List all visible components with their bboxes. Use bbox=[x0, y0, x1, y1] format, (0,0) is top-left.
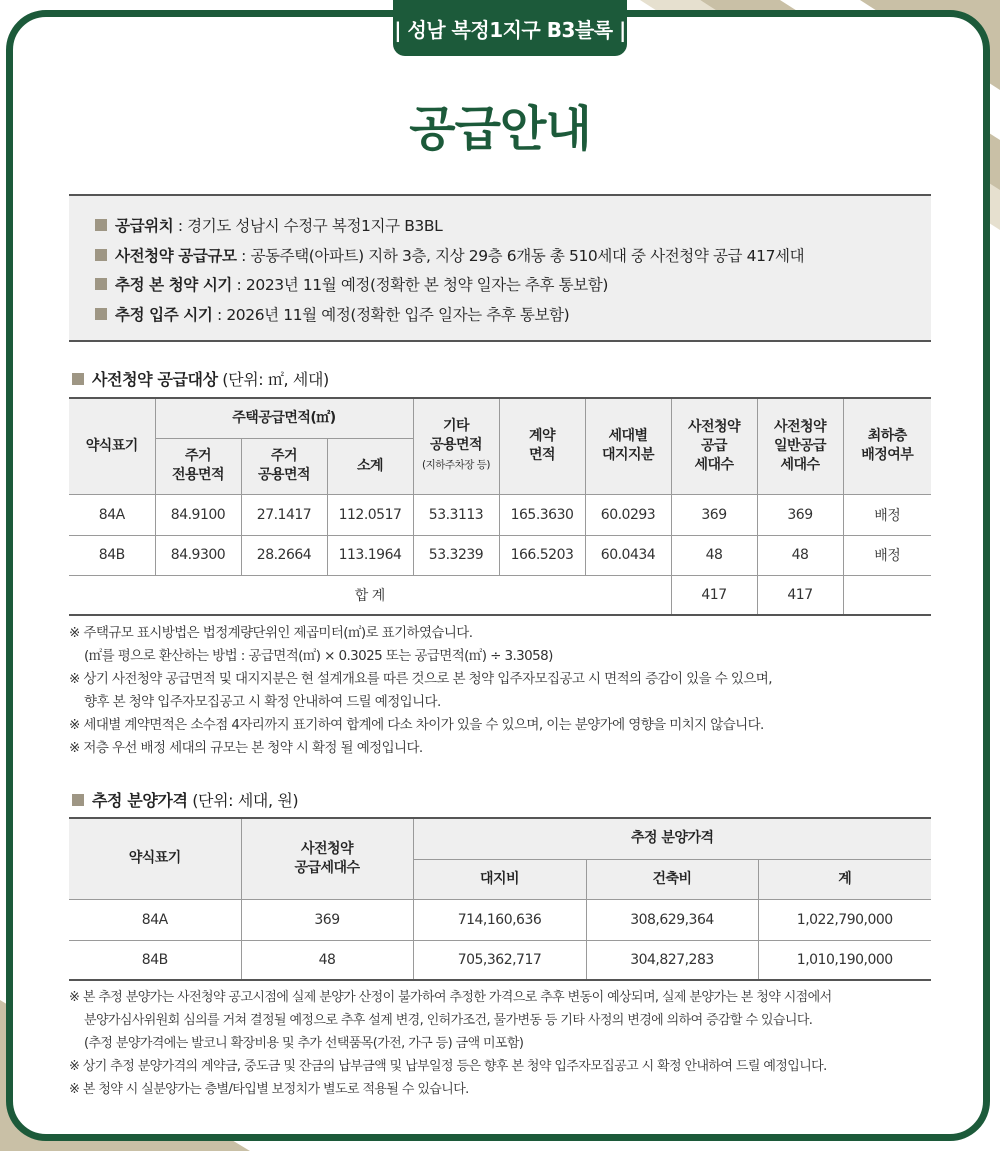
header-area-group: 주택공급면적(㎡) bbox=[155, 398, 413, 438]
header-supply-count: 사전청약 공급세대수 bbox=[241, 818, 413, 899]
supply-notes: ※ 주택규모 표시방법은 법정계량단위인 제곱미터(㎡)로 표기하였습니다. (㎡를 평으로 환산하는 방법 : 공급면적(㎡) × 0.3025 또는 공급면적(㎡) ÷ 3.3058) ※ 상기 사전청약 공급면적 및 대지지분은 현 설계개요를 따른 것으로 본 청약 입주자모집공고 시 면적의 증감이 있을 수 있으며, 향후 본 청약 입주자모집공고 시 확정 안내하여 드릴 예정입니다. ※ 세대별 계약면적은 소수점 4자리까지 표기하여 합계에 다소 차이가 있을 수 있으며, 이는 분양가에 영향을 미치지 않습니다. ※ 저층 우선 배정 세대의 규모는 본 청약 시 확정 될 예정입니다. bbox=[69, 625, 772, 756]
page-title: 공급안내 bbox=[409, 101, 591, 157]
table-row: 84B 84.9300 28.2664 113.1964 53.3239 166.5203 60.0434 48 48 배정 bbox=[69, 535, 931, 575]
header-exclusive-area: 주거 전용면적 bbox=[155, 438, 241, 494]
info-move-in-date: 추정 입주 시기 : 2026년 11월 예정(정확한 입주 일자는 추후 통보함) bbox=[95, 301, 931, 331]
bullet-square-icon bbox=[95, 219, 107, 231]
table-row: 84A 84.9100 27.1417 112.0517 53.3113 165.3630 60.0293 369 369 배정 bbox=[69, 494, 931, 535]
header-type: 약식표기 bbox=[69, 818, 241, 899]
table-row: 84A 369 714,160,636 308,629,364 1,022,790,000 bbox=[69, 899, 931, 940]
header-other-common: 기타 공용면적 (지하주차장 등) bbox=[413, 398, 499, 494]
price-notes: ※ 본 추정 분양가는 사전청약 공고시점에 실제 분양가 산정이 불가하여 추정한 가격으로 추후 변동이 예상되며, 실제 분양가는 본 청약 시점에서 분양가심사위원회 심의를 거쳐 결정될 예정으로 추후 설계 변경, 인허가조건, 물가변동 등 기타 사정의 변경에 의하여 증감할 수 있습니다. (추정 분양가격에는 발코니 확장비용 및 추가 선택품목(가전, 가구 등) 금액 미포함) ※ 상기 추정 분양가격의 계약금, 중도금 및 잔금의 납부금액 및 납부일정 등은 향후 본 청약 입주자모집공고 시 확정 안내하여 드릴 예정입니다. ※ 본 청약 시 실분양가는 층별/타입별 보정치가 별도로 적용될 수 있습니다. bbox=[69, 990, 832, 1097]
header-common-area: 주거 공용면적 bbox=[241, 438, 327, 494]
supply-target-table bbox=[69, 397, 931, 616]
header-lowest-floor: 최하층 배정여부 bbox=[843, 398, 931, 494]
info-subscription-date: 추정 본 청약 시기 : 2023년 11월 예정(정확한 본 청약 일자는 추후 통보함) bbox=[95, 271, 931, 301]
total-general: 417 bbox=[757, 575, 843, 615]
total-supply: 417 bbox=[671, 575, 757, 615]
total-label: 합 계 bbox=[69, 575, 671, 615]
header-total: 계 bbox=[758, 859, 931, 899]
header-price-group: 추정 분양가격 bbox=[413, 818, 931, 859]
header-subtotal: 소계 bbox=[327, 438, 413, 494]
estimated-price-table bbox=[69, 817, 931, 981]
header-pre-supply: 사전청약 공급 세대수 bbox=[671, 398, 757, 494]
complex-tab-label: | 성남 복정1지구 B3블록 | bbox=[393, 0, 627, 56]
header-contract-area: 계약 면적 bbox=[499, 398, 585, 494]
bullet-square-icon bbox=[95, 249, 107, 261]
header-type: 약식표기 bbox=[69, 398, 155, 494]
bullet-square-icon bbox=[95, 278, 107, 290]
header-pre-general: 사전청약 일반공급 세대수 bbox=[757, 398, 843, 494]
section-title-estimated-price: 추정 분양가격 (단위: 세대, 원) bbox=[72, 788, 298, 811]
section-title-supply-target: 사전청약 공급대상 (단위: ㎡, 세대) bbox=[72, 367, 329, 390]
supply-info-box bbox=[69, 194, 931, 342]
header-land-cost: 대지비 bbox=[413, 859, 586, 899]
info-scale: 사전청약 공급규모 : 공동주택(아파트) 지하 3층, 지상 29층 6개동 총 510세대 중 사전청약 공급 417세대 bbox=[95, 242, 931, 272]
header-land-share: 세대별 대지지분 bbox=[585, 398, 671, 494]
bullet-square-icon bbox=[95, 308, 107, 320]
info-location: 공급위치 : 경기도 성남시 수정구 복정1지구 B3BL bbox=[95, 212, 931, 242]
bullet-square-icon bbox=[72, 794, 84, 806]
bullet-square-icon bbox=[72, 373, 84, 385]
table-row: 84B 48 705,362,717 304,827,283 1,010,190,000 bbox=[69, 940, 931, 980]
header-building-cost: 건축비 bbox=[586, 859, 758, 899]
total-row bbox=[69, 575, 931, 615]
